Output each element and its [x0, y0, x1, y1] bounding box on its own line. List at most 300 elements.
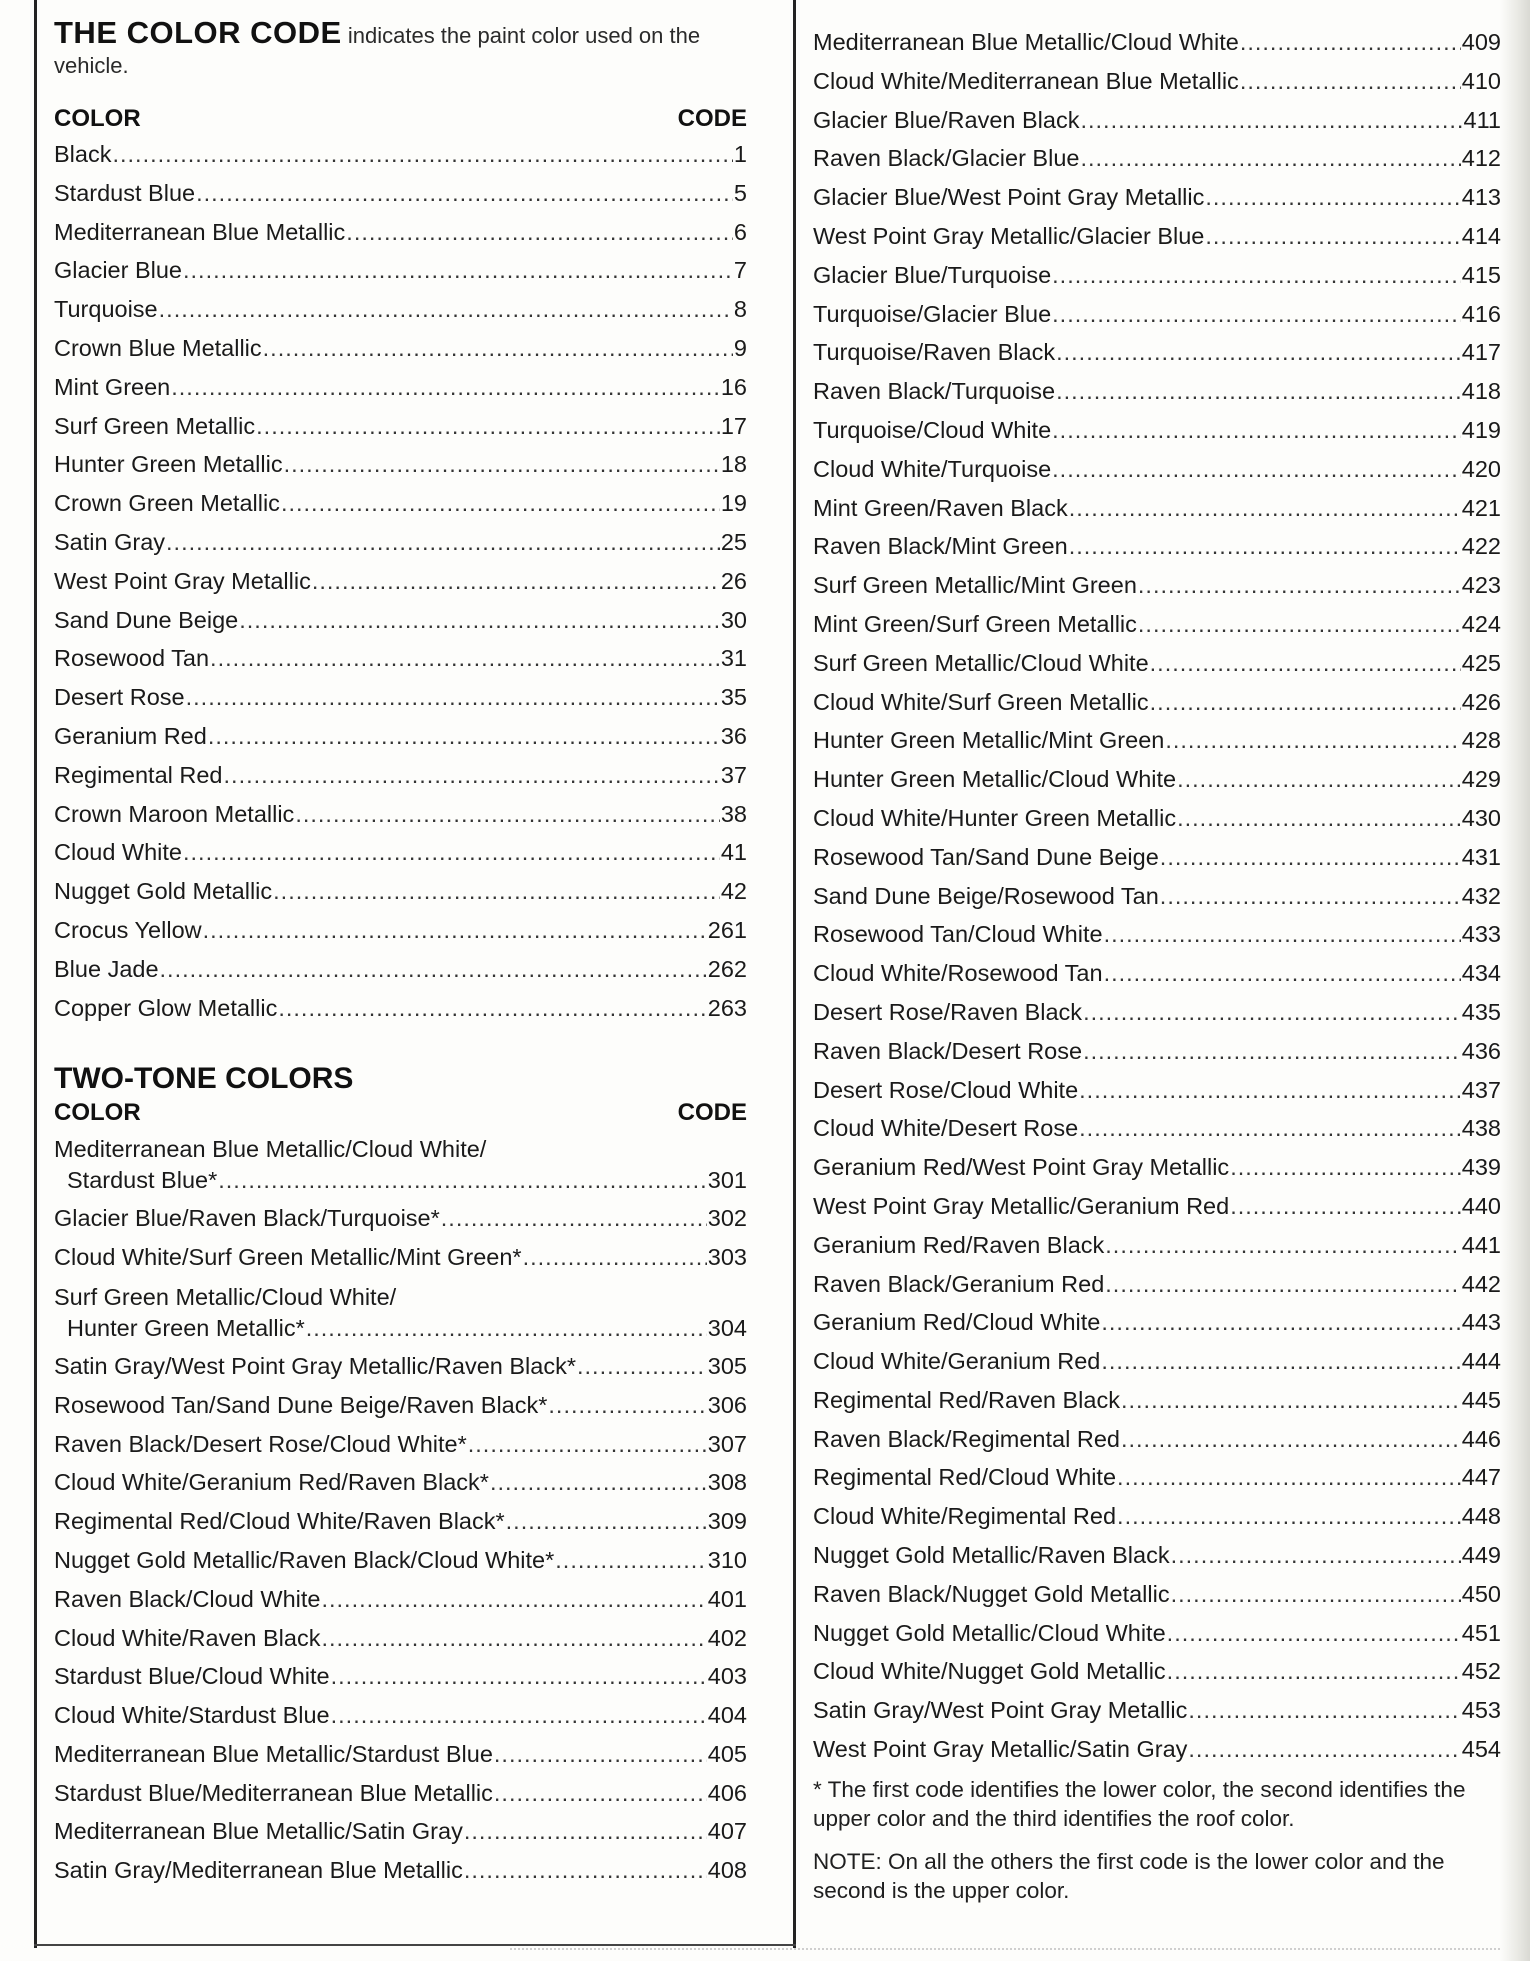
color-code: 450 [1461, 1580, 1501, 1607]
color-row [54, 989, 747, 1028]
color-row [813, 489, 1501, 528]
color-name: Raven Black/Geranium Red [813, 1270, 1105, 1297]
dot-leader [1052, 411, 1461, 450]
dot-leader [1052, 256, 1461, 295]
color-row [813, 1303, 1501, 1342]
color-row [54, 601, 747, 640]
color-name: Glacier Blue/West Point Gray Metallic [813, 184, 1205, 211]
color-row [54, 1134, 747, 1196]
color-name: Nugget Gold Metallic [54, 878, 273, 905]
color-row [813, 1032, 1501, 1071]
color-row [813, 1187, 1501, 1226]
dot-leader [555, 1541, 707, 1580]
color-row [54, 1463, 747, 1502]
color-row [813, 1109, 1501, 1148]
color-code: 411 [1463, 106, 1501, 133]
dot-leader [321, 1619, 706, 1658]
dot-leader [523, 1238, 707, 1277]
color-name: West Point Gray Metallic/Glacier Blue [813, 222, 1205, 249]
color-name: Geranium Red/West Point Gray Metallic [813, 1154, 1230, 1181]
dot-leader [1171, 1536, 1461, 1575]
color-row [813, 1614, 1501, 1653]
color-name: Raven Black/Desert Rose [813, 1037, 1083, 1064]
color-row [54, 484, 747, 523]
color-name: Cloud White/Regimental Red [813, 1503, 1117, 1530]
color-code: 402 [707, 1624, 747, 1651]
color-code: 261 [707, 916, 747, 943]
color-name: Sand Dune Beige/Rosewood Tan [813, 882, 1159, 909]
dot-leader [218, 1165, 707, 1196]
color-code: 263 [707, 994, 747, 1021]
color-code: 436 [1461, 1037, 1501, 1064]
color-row [813, 1381, 1501, 1420]
color-code: 418 [1461, 378, 1501, 405]
color-name: Cloud White/Stardust Blue [54, 1702, 330, 1729]
dot-leader [1167, 1652, 1461, 1691]
color-name: Cloud White/Mediterranean Blue Metallic [813, 67, 1239, 94]
color-row [54, 445, 747, 484]
color-name-continued: Stardust Blue* [67, 1167, 218, 1194]
dot-leader [331, 1696, 707, 1735]
color-code: 19 [720, 490, 747, 517]
color-name: Surf Green Metallic/Mint Green [813, 572, 1137, 599]
dot-leader [1160, 877, 1461, 916]
color-code: 16 [720, 373, 747, 400]
color-code: 441 [1461, 1231, 1501, 1258]
dot-leader [196, 174, 733, 213]
color-code: 1 [733, 141, 747, 167]
color-name: Crown Blue Metallic [54, 334, 262, 361]
color-name: Rosewood Tan/Cloud White [813, 921, 1103, 948]
two-tone-header [54, 1097, 747, 1129]
color-name: Satin Gray/Mediterranean Blue Metallic [54, 1857, 463, 1884]
dot-leader [548, 1386, 706, 1425]
dot-leader [1101, 1303, 1460, 1342]
color-row [54, 1199, 747, 1238]
color-name: Glacier Blue/Turquoise [813, 261, 1052, 288]
color-row [813, 1575, 1501, 1614]
color-name: Desert Rose/Raven Black [813, 998, 1083, 1025]
column-divider-line [793, 0, 796, 1948]
color-code: 454 [1461, 1736, 1501, 1763]
color-name-continued: Hunter Green Metallic* [67, 1314, 305, 1341]
color-name: West Point Gray Metallic/Satin Gray [813, 1736, 1188, 1763]
dot-leader [1080, 139, 1460, 178]
color-code: 18 [720, 451, 747, 478]
color-code: 435 [1461, 998, 1501, 1025]
dot-leader [263, 329, 733, 368]
dot-leader [1056, 333, 1461, 372]
color-code: 426 [1461, 688, 1501, 715]
dot-leader [1104, 954, 1461, 993]
color-code: 305 [707, 1352, 747, 1379]
color-name: West Point Gray Metallic [54, 567, 311, 594]
color-code: 408 [707, 1857, 747, 1884]
left-border-line [34, 0, 37, 1948]
color-name: Surf Green Metallic [54, 412, 256, 439]
two-tone-list-right [813, 23, 1501, 1769]
color-name: Desert Rose [54, 684, 185, 711]
color-code: 17 [720, 412, 747, 439]
color-row [54, 407, 747, 446]
color-row [54, 1282, 747, 1344]
color-code: 302 [707, 1205, 747, 1232]
color-row [54, 1541, 747, 1580]
color-code: 6 [733, 218, 747, 245]
color-name: Geranium Red/Raven Black [813, 1231, 1105, 1258]
color-name: Satin Gray/West Point Gray Metallic [813, 1697, 1188, 1724]
color-row [813, 372, 1501, 411]
color-row [813, 1536, 1501, 1575]
color-name: Glacier Blue/Raven Black/Turquoise* [54, 1205, 440, 1232]
dot-leader [183, 251, 733, 290]
color-name: Cloud White/Surf Green Metallic/Mint Green* [54, 1244, 522, 1271]
color-row [813, 1420, 1501, 1459]
color-name: Hunter Green Metallic/Mint Green [813, 727, 1165, 754]
dot-leader [1052, 295, 1461, 334]
color-name: Cloud White/Geranium Red [813, 1348, 1101, 1375]
color-name: Regimental Red/Cloud White/Raven Black* [54, 1508, 505, 1535]
dot-leader [1105, 1265, 1461, 1304]
color-row [813, 23, 1501, 62]
color-name: Nugget Gold Metallic/Raven Black [813, 1542, 1170, 1569]
dot-leader [159, 290, 733, 329]
code-column-header: CODE [677, 105, 747, 132]
color-code: 445 [1461, 1386, 1501, 1413]
color-name: Mediterranean Blue Metallic [54, 218, 346, 245]
dot-leader [1160, 838, 1461, 877]
color-name: Crocus Yellow [54, 916, 202, 943]
color-code: 451 [1461, 1619, 1501, 1646]
color-row [813, 760, 1501, 799]
color-name: Turquoise/Glacier Blue [813, 300, 1052, 327]
color-code: 442 [1461, 1270, 1501, 1297]
color-name: Mediterranean Blue Metallic/Cloud White/ [54, 1136, 487, 1163]
dot-leader [281, 484, 720, 523]
color-code: 433 [1461, 921, 1501, 948]
dot-leader [295, 795, 720, 834]
color-code: 439 [1461, 1154, 1501, 1181]
dot-leader [1121, 1420, 1461, 1459]
color-code: 431 [1461, 843, 1501, 870]
color-row [54, 1851, 747, 1890]
color-code: 438 [1461, 1115, 1501, 1142]
color-code: 448 [1461, 1503, 1501, 1530]
color-row [54, 1657, 747, 1696]
color-code: 447 [1461, 1464, 1501, 1491]
color-row [813, 1265, 1501, 1304]
color-name: Raven Black/Mint Green [813, 533, 1068, 560]
color-row [813, 915, 1501, 954]
color-code: 414 [1461, 222, 1501, 249]
color-name: Surf Green Metallic/Cloud White [813, 649, 1149, 676]
dot-leader [160, 950, 707, 989]
dot-leader [331, 1657, 707, 1696]
color-name: Cloud White/Rosewood Tan [813, 960, 1103, 987]
color-row [813, 993, 1501, 1032]
color-row [54, 911, 747, 950]
dot-leader [1069, 489, 1461, 528]
color-code: 38 [720, 800, 747, 827]
color-name: Raven Black/Cloud White [54, 1585, 321, 1612]
color-code: 413 [1461, 184, 1501, 211]
color-row [54, 1696, 747, 1735]
color-row [813, 62, 1501, 101]
color-row [813, 217, 1501, 256]
color-row [813, 1342, 1501, 1381]
color-code: 416 [1461, 300, 1501, 327]
color-code: 446 [1461, 1425, 1501, 1452]
color-name: Hunter Green Metallic [54, 451, 283, 478]
color-code: 430 [1461, 804, 1501, 831]
dot-leader [166, 523, 720, 562]
color-name: Cloud White [54, 839, 182, 866]
dot-leader [1188, 1691, 1460, 1730]
color-code: 401 [707, 1585, 747, 1612]
color-name: Satin Gray [54, 528, 166, 555]
color-code: 31 [720, 645, 747, 672]
color-name: Geranium Red [54, 722, 207, 749]
color-code: 262 [707, 955, 747, 982]
color-row [813, 411, 1501, 450]
dot-leader [203, 911, 707, 950]
color-row [813, 256, 1501, 295]
color-code: 440 [1461, 1192, 1501, 1219]
dot-leader [1056, 372, 1461, 411]
dot-leader [1117, 1458, 1461, 1497]
color-row [813, 450, 1501, 489]
color-name: Surf Green Metallic/Cloud White/ [54, 1283, 397, 1310]
color-row [813, 333, 1501, 372]
color-column-header: COLOR [54, 1099, 141, 1127]
color-row [54, 213, 747, 252]
color-row [54, 562, 747, 601]
dot-leader [284, 445, 720, 484]
dot-leader [210, 639, 720, 678]
dot-leader [1205, 178, 1460, 217]
color-row [813, 838, 1501, 877]
color-name: Regimental Red/Cloud White [813, 1464, 1117, 1491]
color-name: Mediterranean Blue Metallic/Satin Gray [54, 1818, 463, 1845]
dot-leader [1167, 1614, 1461, 1653]
dot-leader [1079, 1071, 1461, 1110]
dot-leader [1177, 799, 1461, 838]
color-name: Glacier Blue/Raven Black [813, 106, 1080, 133]
color-row [813, 527, 1501, 566]
dot-leader [494, 1735, 707, 1774]
dot-leader [224, 756, 720, 795]
dot-leader [1138, 566, 1461, 605]
color-name: Cloud White/Hunter Green Metallic [813, 804, 1177, 831]
color-name: Raven Black/Regimental Red [813, 1425, 1120, 1452]
color-name: Raven Black/Desert Rose/Cloud White* [54, 1430, 467, 1457]
color-row [54, 368, 747, 407]
intro-text: indicates the paint color used on the vehicle. [54, 23, 701, 78]
color-code: 30 [720, 606, 747, 633]
color-row [813, 295, 1501, 334]
color-code: 9 [733, 334, 747, 361]
dot-leader [1104, 915, 1461, 954]
intro-heading: THE COLOR CODE [54, 15, 342, 50]
color-name: Nugget Gold Metallic/Raven Black/Cloud White* [54, 1546, 555, 1573]
color-row [54, 950, 747, 989]
intro-paragraph [54, 15, 747, 81]
color-row [813, 877, 1501, 916]
color-row [813, 1148, 1501, 1187]
color-code: 434 [1461, 960, 1501, 987]
color-row [813, 566, 1501, 605]
dot-leader [112, 135, 732, 174]
color-code: 310 [707, 1546, 747, 1573]
color-name: Turquoise [54, 296, 158, 323]
color-code: 422 [1461, 533, 1501, 560]
color-row [54, 1735, 747, 1774]
color-row [54, 795, 747, 834]
color-row [54, 135, 747, 174]
color-row [54, 1238, 747, 1277]
left-column [54, 0, 747, 1890]
color-row [54, 1386, 747, 1425]
color-code: 428 [1461, 727, 1501, 754]
color-row [813, 605, 1501, 644]
scan-artifact-dots [510, 1948, 1500, 1953]
color-row [54, 678, 747, 717]
color-name: Stardust Blue/Mediterranean Blue Metallic [54, 1779, 493, 1806]
color-row [54, 1812, 747, 1851]
color-name: Cloud White/Raven Black [54, 1624, 321, 1651]
single-color-list [54, 135, 747, 1027]
color-code: 36 [720, 722, 747, 749]
dot-leader [273, 872, 720, 911]
color-name: Copper Glow Metallic [54, 994, 278, 1021]
dot-leader [1171, 1575, 1461, 1614]
color-name: Stardust Blue [54, 179, 196, 206]
dot-leader [1117, 1497, 1461, 1536]
color-code: 7 [733, 257, 747, 284]
color-name: Cloud White/Geranium Red/Raven Black* [54, 1469, 489, 1496]
color-row [54, 174, 747, 213]
dot-leader [464, 1812, 707, 1851]
color-code: 423 [1461, 572, 1501, 599]
color-row [813, 1458, 1501, 1497]
color-row [54, 833, 747, 872]
color-code: 410 [1461, 67, 1501, 94]
color-name: Cloud White/Surf Green Metallic [813, 688, 1149, 715]
color-code: 405 [707, 1740, 747, 1767]
note: NOTE: On all the others the first code is the lower color and the second is the upper color. [813, 1848, 1445, 1903]
color-code: 42 [720, 878, 747, 905]
color-code: 301 [707, 1167, 747, 1194]
color-name: Turquoise/Cloud White [813, 416, 1052, 443]
dot-leader [577, 1347, 707, 1386]
color-code: 304 [707, 1314, 747, 1341]
color-row [813, 139, 1501, 178]
dot-leader [256, 407, 720, 446]
dot-leader [1105, 1226, 1461, 1265]
color-code: 407 [707, 1818, 747, 1845]
color-row [813, 1497, 1501, 1536]
dot-leader [1230, 1187, 1461, 1226]
color-name: Cloud White/Desert Rose [813, 1115, 1079, 1142]
color-row [813, 1691, 1501, 1730]
color-row [54, 1347, 747, 1386]
dot-leader [1150, 683, 1461, 722]
dot-leader [1069, 527, 1461, 566]
color-name: Mediterranean Blue Metallic/Stardust Blue [54, 1740, 493, 1767]
color-name: West Point Gray Metallic/Geranium Red [813, 1192, 1230, 1219]
dot-leader [171, 368, 720, 407]
color-name: Regimental Red [54, 761, 223, 788]
dot-leader [490, 1463, 707, 1502]
color-name: Raven Black/Turquoise [813, 378, 1056, 405]
color-code: 308 [707, 1469, 747, 1496]
color-name: Geranium Red/Cloud White [813, 1309, 1101, 1336]
color-row [54, 717, 747, 756]
color-code: 452 [1461, 1658, 1501, 1685]
color-row [813, 1226, 1501, 1265]
dot-leader [1083, 1032, 1461, 1071]
dot-leader [186, 678, 720, 717]
color-code: 37 [720, 761, 747, 788]
color-row [54, 756, 747, 795]
right-column [813, 0, 1501, 1905]
code-column-header: CODE [677, 1099, 747, 1127]
color-row [813, 1652, 1501, 1691]
dot-leader [468, 1425, 707, 1464]
color-column-header: COLOR [54, 105, 141, 132]
dot-leader [1101, 1342, 1460, 1381]
color-name: Cloud White/Nugget Gold Metallic [813, 1658, 1166, 1685]
color-name: Sand Dune Beige [54, 606, 239, 633]
dot-leader [1080, 101, 1462, 140]
color-name: Mediterranean Blue Metallic/Cloud White [813, 29, 1239, 55]
color-code: 26 [720, 567, 747, 594]
dot-leader [239, 601, 720, 640]
color-code: 409 [1461, 29, 1501, 55]
two-tone-title: TWO-TONE COLORS [54, 1062, 354, 1096]
single-color-header [54, 103, 747, 135]
color-code: 437 [1461, 1076, 1501, 1103]
dot-leader [346, 213, 733, 252]
color-code: 443 [1461, 1309, 1501, 1336]
dot-leader [441, 1199, 707, 1238]
color-name: Rosewood Tan/Sand Dune Beige/Raven Black* [54, 1391, 548, 1418]
color-row [813, 1730, 1501, 1769]
color-name: Stardust Blue/Cloud White [54, 1663, 330, 1690]
color-code: 432 [1461, 882, 1501, 909]
color-code: 420 [1461, 455, 1501, 482]
color-name: Desert Rose/Cloud White [813, 1076, 1079, 1103]
color-name: Blue Jade [54, 955, 159, 982]
dot-leader [321, 1580, 706, 1619]
color-name: Rosewood Tan/Sand Dune Beige [813, 843, 1159, 870]
color-code: 404 [707, 1702, 747, 1729]
color-code: 419 [1461, 416, 1501, 443]
color-code: 403 [707, 1663, 747, 1690]
dot-leader [1177, 760, 1461, 799]
color-code: 415 [1461, 261, 1501, 288]
color-code: 412 [1461, 145, 1501, 172]
color-name: Satin Gray/West Point Gray Metallic/Raven Black* [54, 1352, 576, 1379]
bottom-rule [34, 1944, 796, 1946]
color-name: Rosewood Tan [54, 645, 210, 672]
dot-leader [1052, 450, 1461, 489]
color-code: 303 [707, 1244, 747, 1271]
color-code: 8 [733, 296, 747, 323]
color-name: Black [54, 141, 112, 167]
color-name: Crown Green Metallic [54, 490, 280, 517]
color-name: Mint Green/Surf Green Metallic [813, 610, 1137, 637]
